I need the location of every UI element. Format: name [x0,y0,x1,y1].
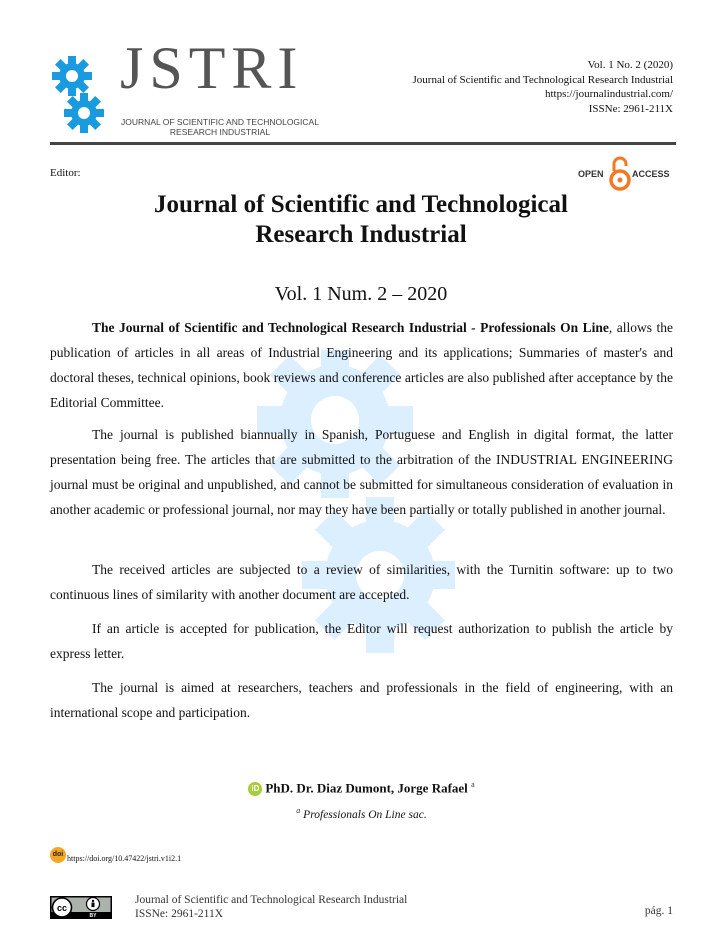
header-volume: Vol. 1 No. 2 (2020) [587,59,673,71]
logo-subtitle [120,117,320,137]
orcid-icon[interactable]: iD [248,782,262,796]
logo-subtitle-line2: RESEARCH INDUSTRIAL [169,127,271,137]
title-line1: Journal of Scientific and Technological [154,191,568,218]
paragraph-4: If an article is accepted for publication, the Editor will request authorization to publish the article by express letter. [50,621,673,661]
open-access-logo [578,155,678,193]
header-journal: Journal of Scientific and Technological Research Industrial [412,73,673,86]
logo-wordmark: JSTRI [120,35,304,101]
header-issn: ISSNe: 2961-211X [588,102,673,115]
author-affiliation [50,806,673,821]
header-divider [50,142,676,145]
cc-text: cc [56,902,68,913]
logo-subtitle-line1: JOURNAL OF SCIENTIFIC AND TECHNOLOGICAL [121,117,319,127]
cc-by-license-badge[interactable] [50,896,112,919]
person-icon [87,898,100,911]
affiliation-marker: a [296,806,301,815]
open-lock-icon [611,158,629,189]
volume-heading: Vol. 1 Num. 2 – 2020 [274,283,448,305]
paragraph-1-rest: , allows the publication of articles in all areas of Industrial Engineering and its applications; Summaries of master's and doctoral theses, technical opinions, book reviews and conference articles are also published after acceptance by the Editorial Committee. [50,320,673,410]
paragraph-1 [50,315,673,415]
doi-icon: doi [50,847,66,863]
page-number: pág. 1 [644,905,673,917]
open-access-word2: ACCESS [632,169,670,179]
footer-journal: Journal of Scientific and Technological Research Industrial [135,894,408,906]
title-line2: Research Industrial [255,221,467,248]
paragraph-5: The journal is aimed at researchers, teachers and professionals in the field of engineering, with an international scope and participation. [50,680,673,720]
author-affiliation-marker: a [471,780,475,789]
author-name: PhD. Dr. Diaz Dumont, Jorge Rafael [265,780,468,796]
header-url[interactable]: https://journalindustrial.com/ [544,88,673,100]
doi-line [50,847,181,867]
paragraph-2: The journal is published biannually in Spanish, Portuguese and English in digital format, the latter presentation being free. The articles that are submitted to the arbitration of the INDUSTRIAL ENGINEERING journal must be original and unpublished, and cannot be submitted for simultaneous consideration of evaluation in another academic or professional journal, nor may they have been partially or totally published in another journal. [50,427,673,517]
editor-label: Editor: [50,167,81,179]
doi-link[interactable]: https://doi.org/10.47422/jstri.v1i2.1 [67,853,182,863]
footer-journal-info [135,893,407,921]
author-line [50,780,673,796]
paragraph-1-bold: The Journal of Scientific and Technological Research Industrial - Professionals On Line [92,320,609,335]
page-title [100,190,622,250]
by-text: BY [89,912,97,919]
open-access-word1: OPEN [578,169,604,179]
footer-issn: ISSNe: 2961-211X [135,908,224,920]
header-info [413,58,674,116]
gears-logo-icon [50,48,110,138]
affiliation-name: Professionals On Line sac. [303,808,427,821]
paragraph-3: The received articles are subjected to a review of similarities, with the Turnitin software: up to two continuous lines of similarity with another document are accepted. [50,562,673,602]
